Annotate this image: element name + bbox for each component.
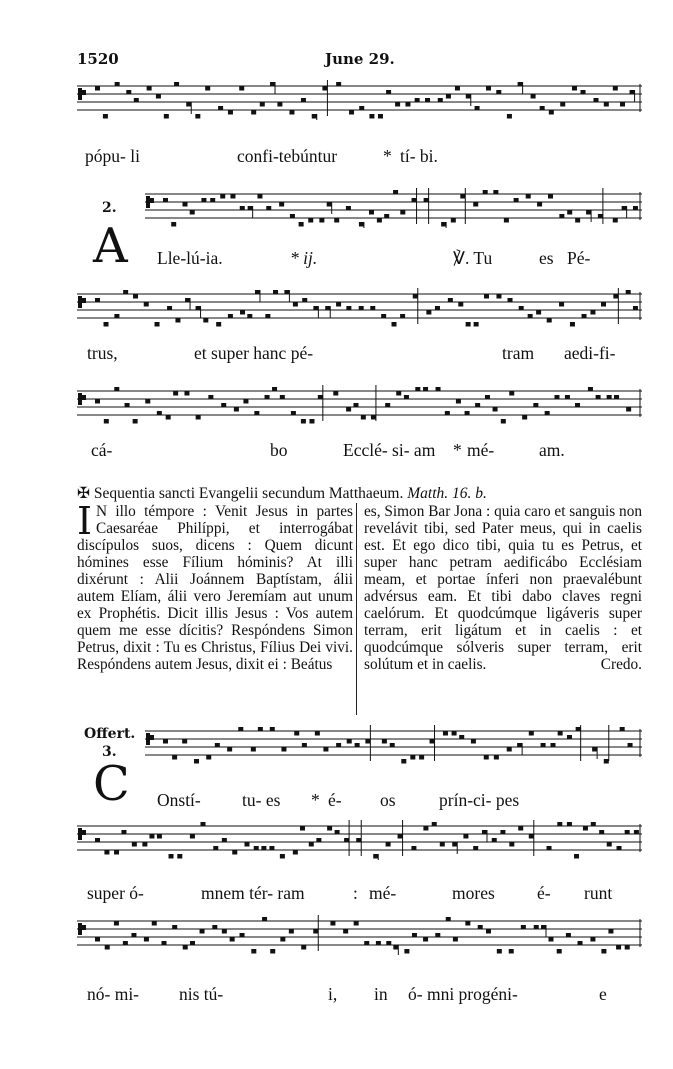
gospel-title: ✠ Sequentia sancti Evangelii secundum Matthaeum. — [77, 485, 404, 502]
lyric-syllable: aedi-fi- — [564, 343, 616, 363]
gospel-heading — [77, 484, 487, 503]
lyric-syllable: cá- — [91, 440, 113, 460]
lyric-syllable: tu- es — [242, 790, 281, 810]
lyric-syllable: ó- mni progéni- — [408, 984, 518, 1004]
gospel-left-column — [77, 499, 353, 673]
staff-7 — [77, 915, 642, 955]
staff-2 — [145, 188, 642, 228]
alleluia-initial: A — [93, 218, 128, 274]
lyric-syllable: é- — [537, 883, 551, 903]
lyric-syllable: Onstí- — [157, 790, 201, 810]
lyric-syllable: Pé- — [567, 248, 591, 268]
lyric-syllable: confi-tebúntur — [237, 146, 338, 166]
lyric-asterisk: * — [311, 790, 320, 810]
lyric-asterisk: * — [383, 146, 392, 166]
lyric-syllable: es — [539, 248, 554, 268]
lyric-syllable: bo — [270, 440, 288, 460]
lyric-syllable: * ij. — [290, 248, 318, 268]
gospel-right-text: es, Simon Bar Jona : quia caro et sanguis non revelávit tibi, sed Pater meus, qui in caelis est. Et ego dico tibi, quia tu es Petrus, et super hanc petram aedificábo Ecclésiam meam, et portae ínferi non praevalébunt advérsus eam. Et tibi dabo claves regni caelórum. Et quodcúmque ligáveris super terram, erit ligátum et in caelis : et quodcúmque sólveris super terram, erit solútum et in caelis. — [364, 503, 642, 673]
lyric-syllable: prín-ci- pes — [439, 790, 520, 810]
lyric-syllable: am. — [539, 440, 565, 460]
lyric-syllable: et super hanc pé- — [194, 343, 314, 363]
lyric-syllable: mores — [452, 883, 495, 903]
lyric-syllable: super ó- — [87, 883, 144, 903]
gospel-reference: Matth. 16. b. — [407, 485, 487, 502]
lyric-syllable: : — [353, 883, 358, 903]
staff-4 — [77, 385, 642, 425]
offertory-initial: C — [93, 756, 130, 812]
lyric-syllable: trus, — [87, 343, 118, 363]
staff-3 — [77, 288, 642, 328]
offertory-number: 3. — [102, 744, 117, 760]
lyric-syllable: i, — [328, 984, 338, 1004]
lyric-syllable: Ecclé- si- am — [343, 440, 436, 460]
gospel-left-text: N illo témpore : Venit Jesus in partes Caesaréae Philíppi, et interrogábat discípulos suos, dicens : Quem dicunt hómines esse Fílium hóminis? At illi dixérunt : Alii Joánnem Baptístam, álii autem Elíam, álii vero Jeremíam aut unum ex Prophétis. Dicit illis Jesus : Vos autem quem me esse dícitis? Respóndens Simon Petrus, dixit : Tu es Christus, Fílius Dei vivi. Respóndens autem Jesus, dixit ei : Beátus — [77, 503, 353, 673]
lyric-syllable: nó- mi- — [87, 984, 140, 1004]
staff-6 — [77, 820, 642, 860]
offertory-label: Offert. — [84, 726, 136, 742]
lyric-syllable: pópu- li — [85, 146, 140, 166]
lyric-syllable: mé- — [467, 440, 495, 460]
lyric-asterisk: * — [453, 440, 462, 460]
lyric-syllable: tram — [502, 343, 535, 363]
lyric-syllable: mnem tér- ram — [201, 883, 305, 903]
lyric-syllable: Lle-lú-ia. — [157, 248, 223, 268]
lyric-syllable: tí- bi. — [400, 146, 438, 166]
column-divider — [356, 503, 357, 715]
lyric-syllable: in — [374, 984, 388, 1004]
credo-label: Credo. — [600, 656, 642, 673]
gospel-right-column — [364, 503, 642, 673]
lyric-syllable: os — [380, 790, 396, 810]
alleluia-number: 2. — [102, 200, 117, 216]
lyric-syllable: runt — [584, 883, 613, 903]
lyric-syllable: nis tú- — [179, 984, 224, 1004]
lyric-syllable: é- — [328, 790, 342, 810]
lyric-syllable: e — [599, 984, 607, 1004]
staff-1 — [77, 80, 642, 120]
lyric-syllable: ℣. Tu — [453, 248, 493, 268]
gospel-dropcap: I — [77, 499, 93, 543]
page-date: June 29. — [325, 50, 395, 68]
staff-5 — [145, 725, 642, 765]
lyric-syllable: mé- — [369, 883, 397, 903]
page-number: 1520 — [77, 50, 119, 68]
